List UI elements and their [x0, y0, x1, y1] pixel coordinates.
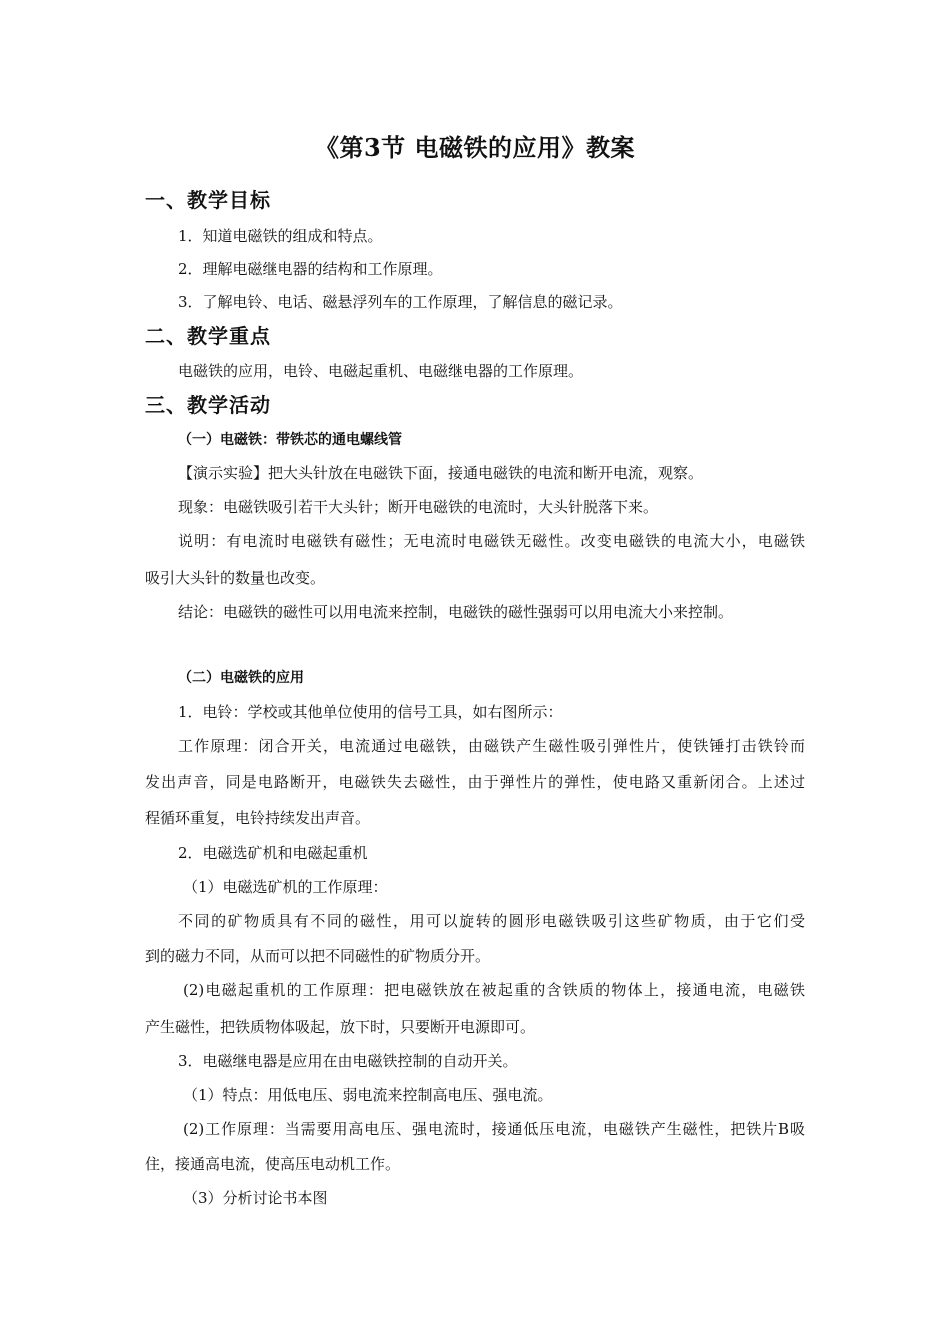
paragraph-line: 吸引大头针的数量也改变。 [145, 569, 326, 587]
paragraph-line: 2．电磁选矿机和电磁起重机 [178, 844, 368, 862]
section-heading-activities: 三、教学活动 [145, 393, 271, 417]
paragraph-line: 产生磁性，把铁质物体吸起，放下时，只要断开电源即可。 [145, 1018, 536, 1036]
paragraph-line: 发出声音，同是电路断开，电磁铁失去磁性，由于弹性片的弹性，使电路又重新闭合。上述过 [145, 773, 805, 791]
paragraph-line: 工作原理：闭合开关，电流通过电磁铁，由磁铁产生磁性吸引弹性片，使铁锤打击铁铃而 [178, 737, 805, 755]
goal-item: 3．了解电铃、电话、磁悬浮列车的工作原理，了解信息的磁记录。 [178, 293, 623, 311]
paragraph-line: （3）分析讨论书本图 [183, 1189, 328, 1207]
paragraph-line: 3．电磁继电器是应用在由电磁铁控制的自动开关。 [178, 1052, 518, 1070]
paragraph-line: 程循环重复，电铃持续发出声音。 [145, 809, 371, 827]
paragraph-line: 现象：电磁铁吸引若干大头针；断开电磁铁的电流时，大头针脱落下来。 [178, 498, 659, 516]
paragraph-line: 结论：电磁铁的磁性可以用电流来控制，电磁铁的磁性强弱可以用电流大小来控制。 [178, 603, 734, 621]
section-heading-focus: 二、教学重点 [145, 324, 271, 348]
paragraph-line: (2)工作原理：当需要用高电压、强电流时，接通低压电流，电磁铁产生磁性，把铁片B吸 [183, 1120, 805, 1138]
paragraph-line: （1）电磁选矿机的工作原理： [183, 878, 388, 896]
paragraph-line: 不同的矿物质具有不同的磁性，用可以旋转的圆形电磁铁吸引这些矿物质，由于它们受 [178, 912, 805, 930]
paragraph-line: （1）特点：用低电压、弱电流来控制高电压、强电流。 [183, 1086, 553, 1104]
paragraph-line: 到的磁力不同，从而可以把不同磁性的矿物质分开。 [145, 947, 491, 965]
paragraph-line: 住，接通高电流，使高压电动机工作。 [145, 1155, 401, 1173]
paragraph-line: 【演示实验】把大头针放在电磁铁下面，接通电磁铁的电流和断开电流，观察。 [178, 464, 704, 482]
subsection-heading: （二）电磁铁的应用 [178, 670, 304, 686]
paragraph-line: (2)电磁起重机的工作原理：把电磁铁放在被起重的含铁质的物体上，接通电流，电磁铁 [183, 981, 805, 999]
paragraph-line: 说明：有电流时电磁铁有磁性；无电流时电磁铁无磁性。改变电磁铁的电流大小，电磁铁 [178, 532, 805, 550]
goal-item: 2．理解电磁继电器的结构和工作原理。 [178, 260, 443, 278]
subsection-heading: （一）电磁铁：带铁芯的通电螺线管 [178, 432, 402, 448]
section-heading-goals: 一、教学目标 [145, 188, 271, 212]
focus-item: 电磁铁的应用，电铃、电磁起重机、电磁继电器的工作原理。 [178, 362, 584, 380]
paragraph-line: 1．电铃：学校或其他单位使用的信号工具，如右图所示： [178, 703, 563, 721]
goal-item: 1．知道电磁铁的组成和特点。 [178, 227, 383, 245]
page-title: 《第3节 电磁铁的应用》教案 [314, 133, 636, 162]
